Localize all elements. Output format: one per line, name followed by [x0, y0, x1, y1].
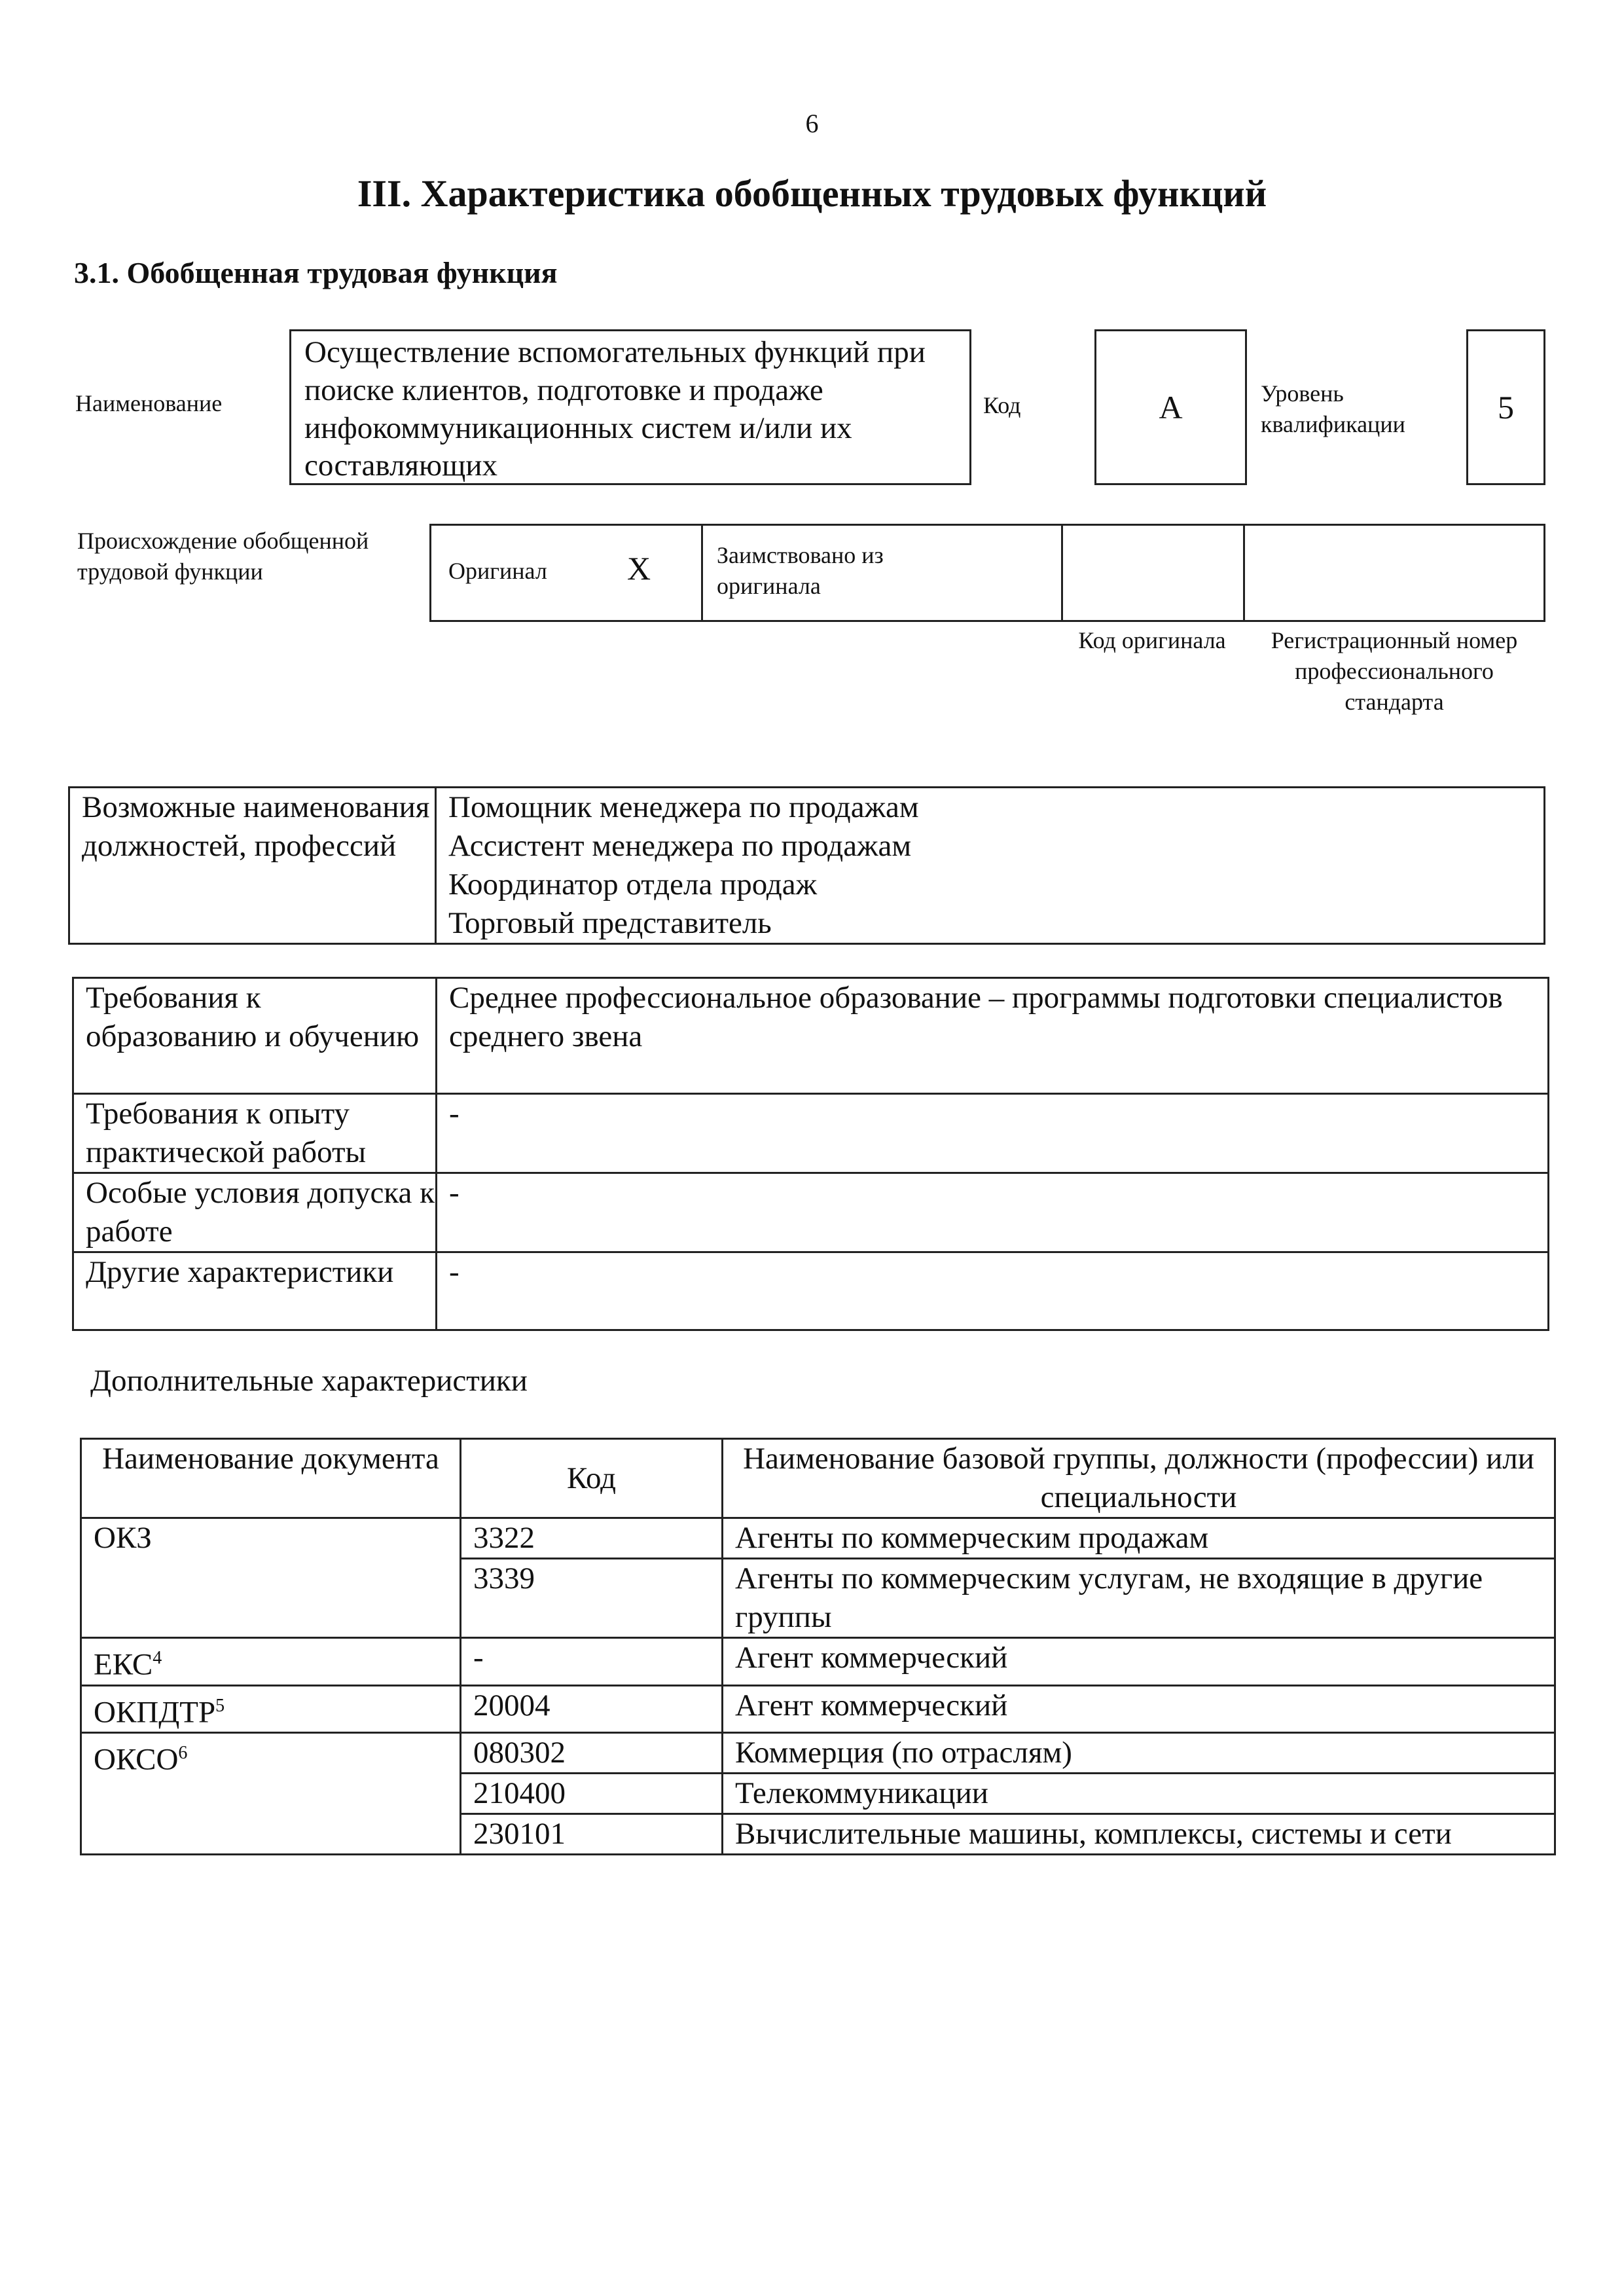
borrowed-label: Заимствовано из оригинала — [717, 542, 884, 599]
doc-okpdtr-text: ОКПДТР — [94, 1695, 216, 1730]
doc-eks — [81, 1638, 461, 1686]
code-box — [1094, 329, 1247, 485]
positions-label: Возможные наименования должностей, профессий — [69, 788, 436, 944]
row-code: 3322 — [461, 1518, 723, 1559]
requirements-table — [72, 977, 1549, 1331]
code-original-label: Код оригинала — [1078, 627, 1226, 653]
row-code: 3339 — [461, 1559, 723, 1638]
origin-label: Происхождение обобщенной трудовой функции — [77, 528, 369, 585]
doc-okso — [81, 1733, 461, 1855]
requirement-label: Особые условия допуска к работе — [73, 1173, 437, 1252]
level-label: Уровень квалификации — [1261, 380, 1405, 437]
original-mark: X — [627, 550, 651, 587]
row-code: 230101 — [461, 1814, 723, 1855]
row-name: Телекоммуникации — [723, 1774, 1555, 1814]
row-name: Вычислительные машины, комплексы, системы и сети — [723, 1814, 1555, 1855]
position-item: Помощник менеджера по продажам — [448, 790, 919, 824]
header-doc: Наименование документа — [81, 1439, 461, 1518]
function-name-box — [289, 329, 971, 485]
doc-eks-footnote: 4 — [153, 1648, 162, 1668]
requirement-value: - — [437, 1094, 1549, 1173]
row-code: 20004 — [461, 1685, 723, 1733]
row-name: Агенты по коммерческим продажам — [723, 1518, 1555, 1559]
doc-okpdtr-footnote: 5 — [215, 1695, 225, 1716]
row-code: 210400 — [461, 1774, 723, 1814]
row-code: - — [461, 1638, 723, 1686]
subsection-title: 3.1. Обобщенная трудовая функция — [74, 256, 558, 289]
requirement-label: Другие характеристики — [73, 1252, 437, 1330]
positions-table — [68, 786, 1545, 945]
requirement-value: - — [437, 1173, 1549, 1252]
row-name: Агенты по коммерческим услугам, не входящие в другие группы — [723, 1559, 1555, 1638]
row-name: Агент коммерческий — [723, 1685, 1555, 1733]
row-name: Коммерция (по отраслям) — [723, 1733, 1555, 1774]
requirement-value: Среднее профессиональное образование – программы подготовки специалистов среднего звена — [437, 978, 1549, 1094]
header-name: Наименование базовой группы, должности (профессии) или специальности — [723, 1439, 1555, 1518]
section-title: III. Характеристика обобщенных трудовых функций — [357, 172, 1267, 215]
doc-okso-text: ОКСО — [94, 1742, 179, 1777]
original-label: Оригинал — [448, 558, 547, 584]
additional-table — [80, 1438, 1556, 1855]
level-value: 5 — [1498, 389, 1514, 426]
function-name-value: Осуществление вспомогательных функций при поиске клиентов, подготовке и продаже инфокоммуникационных систем и/или их составляющих — [304, 335, 926, 483]
reg-number-label: Регистрационный номер профессионального стандарта — [1271, 627, 1518, 715]
position-item: Ассистент менеджера по продажам — [448, 829, 912, 863]
name-label: Наименование — [75, 390, 223, 416]
doc-okpdtr — [81, 1685, 461, 1733]
header-code: Код — [461, 1439, 723, 1518]
positions-list — [436, 788, 1545, 944]
page-number: 6 — [805, 109, 819, 138]
code-value: A — [1159, 389, 1183, 426]
row-code: 080302 — [461, 1733, 723, 1774]
code-label: Код — [983, 392, 1021, 418]
level-box — [1466, 329, 1545, 485]
row-name: Агент коммерческий — [723, 1638, 1555, 1686]
requirement-label: Требования к опыту практической работы — [73, 1094, 437, 1173]
doc-okso-footnote: 6 — [178, 1743, 188, 1764]
requirement-label: Требования к образованию и обучению — [73, 978, 437, 1094]
position-item: Координатор отдела продаж — [448, 867, 818, 902]
requirement-value: - — [437, 1252, 1549, 1330]
doc-eks-text: ЕКС — [94, 1647, 153, 1682]
origin-box — [429, 524, 1545, 622]
doc-okz: ОКЗ — [81, 1518, 461, 1638]
position-item: Торговый представитель — [448, 906, 772, 940]
additional-heading: Дополнительные характеристики — [90, 1364, 528, 1398]
